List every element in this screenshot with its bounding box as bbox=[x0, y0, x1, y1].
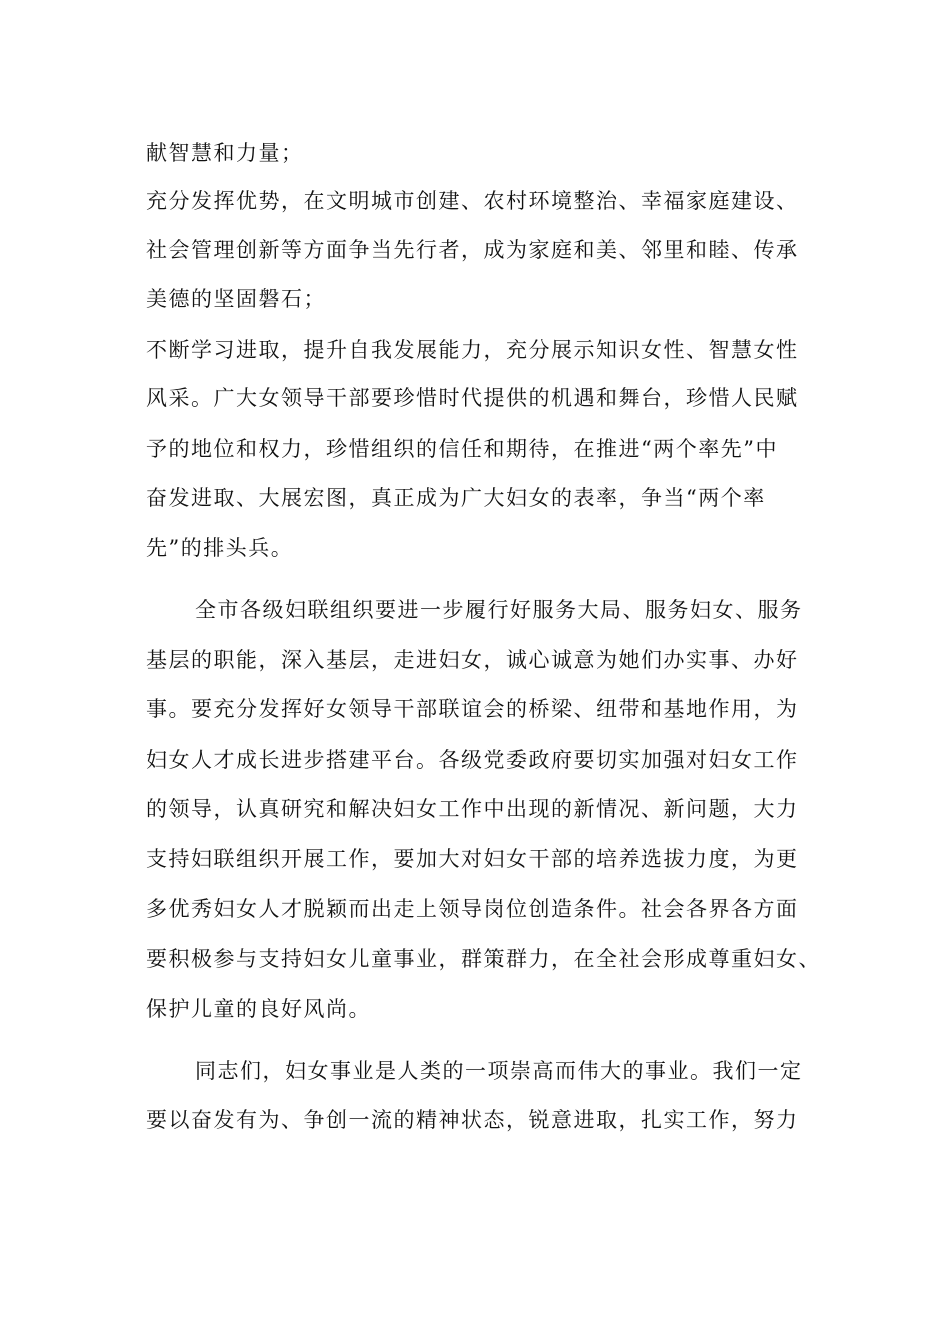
text-line: 献智慧和力量； bbox=[146, 141, 304, 165]
text-line: 支持妇联组织开展工作，要加大对妇女干部的培养选拔力度，为更 bbox=[146, 847, 799, 871]
text-line: 风采。广大女领导干部要珍惜时代提供的机遇和舞台，珍惜人民赋 bbox=[146, 386, 799, 410]
text-line: 充分发挥优势，在文明城市创建、农村环境整治、幸福家庭建设、 bbox=[146, 189, 799, 213]
text-line: 要以奋发有为、争创一流的精神状态，锐意进取，扎实工作，努力 bbox=[146, 1108, 799, 1132]
text-line: 多优秀妇女人才脱颖而出走上领导岗位创造条件。社会各界各方面 bbox=[146, 897, 799, 921]
text-line: 妇女人才成长进步搭建平台。各级党委政府要切实加强对妇女工作 bbox=[146, 748, 799, 772]
text-line: 不断学习进取，提升自我发展能力，充分展示知识女性、智慧女性 bbox=[146, 338, 799, 362]
text-line: 先”的排头兵。 bbox=[146, 536, 294, 560]
text-line: 社会管理创新等方面争当先行者，成为家庭和美、邻里和睦、传承 bbox=[146, 238, 799, 262]
text-line: 美德的坚固磐石； bbox=[146, 287, 326, 311]
paragraph-first-line: 同志们，妇女事业是人类的一项崇高而伟大的事业。我们一定 bbox=[195, 1059, 803, 1083]
text-line: 保护儿童的良好风尚。 bbox=[146, 997, 371, 1021]
text-line: 予的地位和权力，珍惜组织的信任和期待，在推进“两个率先”中 bbox=[146, 437, 778, 461]
paragraph-first-line: 全市各级妇联组织要进一步履行好服务大局、服务妇女、服务 bbox=[195, 598, 803, 622]
text-line: 奋发进取、大展宏图，真正成为广大妇女的表率，争当“两个率 bbox=[146, 486, 766, 510]
text-line: 基层的职能，深入基层，走进妇女，诚心诚意为她们办实事、办好 bbox=[146, 648, 799, 672]
text-line: 事。要充分发挥好女领导干部联谊会的桥梁、纽带和基地作用，为 bbox=[146, 697, 799, 721]
text-line: 的领导，认真研究和解决妇女工作中出现的新情况、新问题，大力 bbox=[146, 797, 799, 821]
text-line: 要积极参与支持妇女儿童事业，群策群力，在全社会形成尊重妇女、 bbox=[146, 947, 821, 971]
